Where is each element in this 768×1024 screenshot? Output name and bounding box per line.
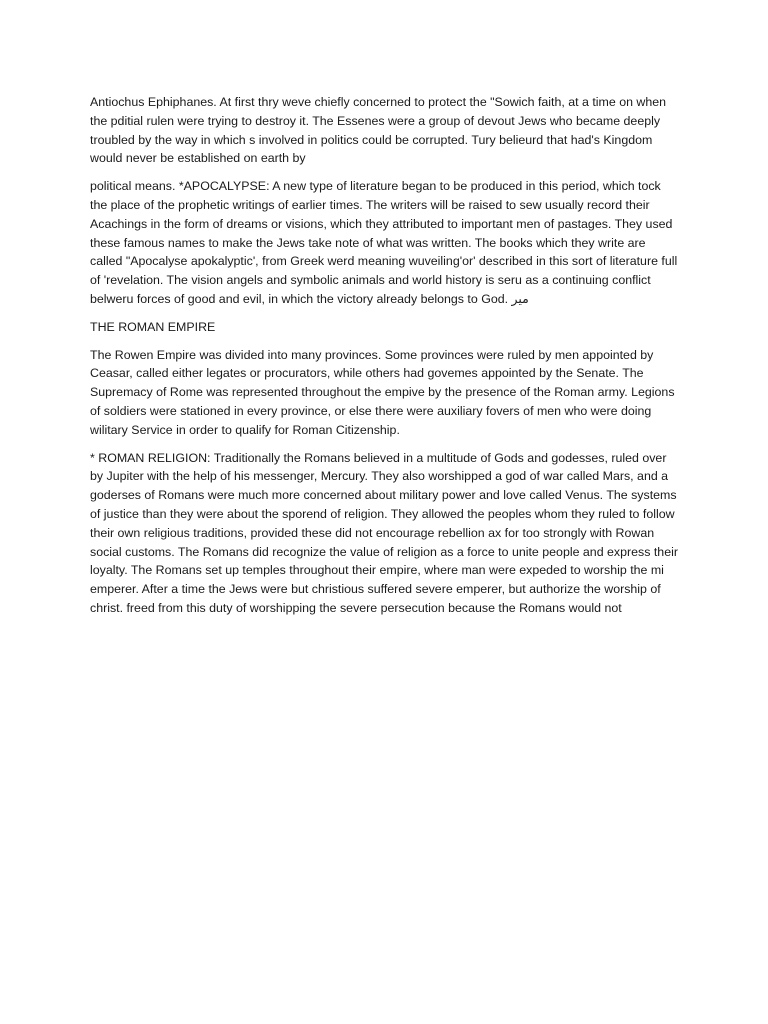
section-heading-roman-empire: THE ROMAN EMPIRE — [90, 319, 216, 334]
paragraph-essenes: Antiochus Ephiphanes. At first thry weve chiefly concerned to protect the "Sowich faith, at a time on when the pditial rulen were trying to destroy it. The Essenes were a group of devout Jews who became deeply troubled by the way in which s involved in politics could be corrupted. Tury belieurd that had's Kingdom would never be established on earth by — [90, 95, 667, 166]
paragraph-roman-empire: The Rowen Empire was divided into many provinces. Some provinces were ruled by men appointed by Ceasar, called either legates or procurators, while others had govemes appointed by the Senate. The Supremacy of Rome was represented throughout the empive by the presence of the Roman army. Legions of soldiers were stationed in every province, or else there were auxiliary fovers of men who were doing wilitary Service in order to qualify for Roman Citizenship. — [90, 347, 675, 437]
paragraph-apocalypse: political means. *APOCALYPSE: A new type of literature began to be produced in this period, which tock the place of the prophetic writings of earlier times. The writers will be raised to sew usually record their Acachings in the form of dreams or visions, which they attributed to important men of pastages. They used these famous names to make the Jews take note of what was written. The books which they write are called "Apocalyse apokalyptic', from Greek werd meaning wuveiling'or' described in this sort of literature full of 'revelation. The vision angels and symbolic animals and world history is seru as a continuing conflict belweru forces of good and evil, in which the victory already belongs to God. میر — [90, 179, 678, 306]
paragraph-roman-religion: * ROMAN RELIGION: Traditionally the Romans believed in a multitude of Gods and godesses, ruled over by Jupiter with the help of his messenger, Mercury. They also worshipped a god of war called Mars, and a goderses of Romans were much more concerned about military power and love called Venus. The systems of justice than they were about the sporend of religion. They allowed the peoples whom they ruled to follow their own religious traditions, provided these did not encourage rebellion ax for too strongly with Rowan social customs. The Romans did recognize the value of religion as a force to unite people and express their loyalty. The Romans set up temples throughout their empire, where man were expeded to worship the mi emperer. After a time the Jews were but christious suffered severe emperer, but authorize the worship of christ. freed from this duty of worshipping the severe persecution because the Romans would not — [90, 450, 678, 615]
document-page — [90, 93, 678, 627]
